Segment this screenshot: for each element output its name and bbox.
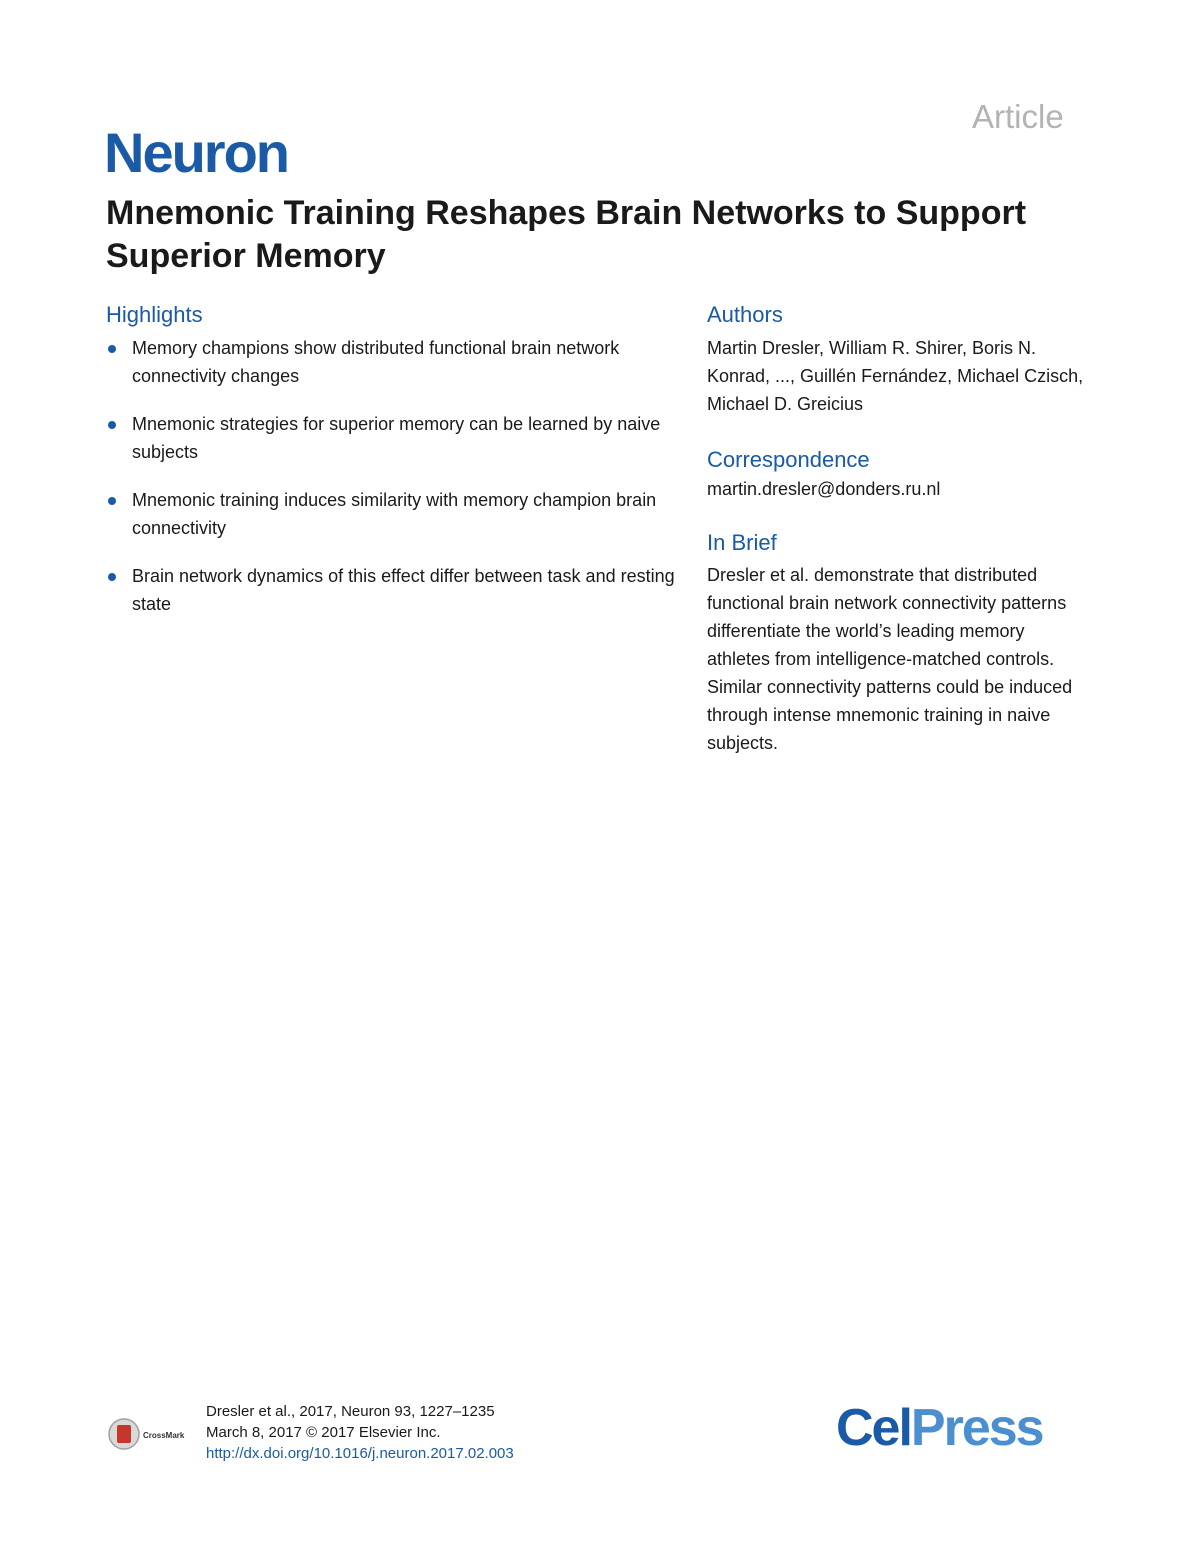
cellpress-logo xyxy=(836,1398,1043,1458)
citation-footer xyxy=(206,1401,514,1464)
citation-line: Dresler et al., 2017, Neuron 93, 1227–1235 xyxy=(206,1403,495,1420)
crossmark-icon[interactable] xyxy=(108,1417,198,1451)
highlight-item xyxy=(106,334,696,390)
cellpress-logo-part2: Press xyxy=(910,1399,1043,1457)
highlight-item xyxy=(106,486,696,542)
highlight-text: Mnemonic training induces similarity with memory champion brain connectivity xyxy=(132,490,657,538)
correspondence-email[interactable]: martin.dresler@donders.ru.nl xyxy=(707,479,941,499)
crossmark-label: CrossMark xyxy=(143,1431,185,1440)
article-title: Mnemonic Training Reshapes Brain Networks to Support Superior Memory xyxy=(106,194,1027,275)
cellpress-logo-part1: Cel xyxy=(836,1399,911,1457)
highlight-item xyxy=(106,410,696,466)
doi-link[interactable]: http://dx.doi.org/10.1016/j.neuron.2017.02.003 xyxy=(206,1445,514,1462)
article-type-label: Article xyxy=(972,98,1064,135)
highlight-text: Memory champions show distributed functional brain network connectivity changes xyxy=(132,338,620,386)
bullet-icon xyxy=(108,573,116,581)
highlight-text: Mnemonic strategies for superior memory can be learned by naive subjects xyxy=(132,414,661,462)
bullet-icon xyxy=(108,497,116,505)
bullet-icon xyxy=(108,421,116,429)
highlights-list xyxy=(106,334,696,638)
highlight-text: Brain network dynamics of this effect differ between task and resting state xyxy=(132,566,675,614)
copyright-line: March 8, 2017 © 2017 Elsevier Inc. xyxy=(206,1424,441,1441)
in-brief-text: Dresler et al. demonstrate that distributed functional brain network connectivity patterns differentiate the world’s leading memory athletes from intelligence-matched controls. Similar connectivity patterns could be induced through intense mnemonic training in naive subjects. xyxy=(707,565,1073,753)
highlight-item xyxy=(106,562,696,618)
authors-heading: Authors xyxy=(707,302,783,327)
journal-logo: Neuron xyxy=(104,121,288,184)
bullet-icon xyxy=(108,345,116,353)
correspondence-heading: Correspondence xyxy=(707,447,870,472)
in-brief-heading: In Brief xyxy=(707,530,777,555)
highlights-heading: Highlights xyxy=(106,302,203,327)
authors-list: Martin Dresler, William R. Shirer, Boris N. Konrad, ..., Guillén Fernández, Michael Czisch, Michael D. Greicius xyxy=(707,338,1084,414)
